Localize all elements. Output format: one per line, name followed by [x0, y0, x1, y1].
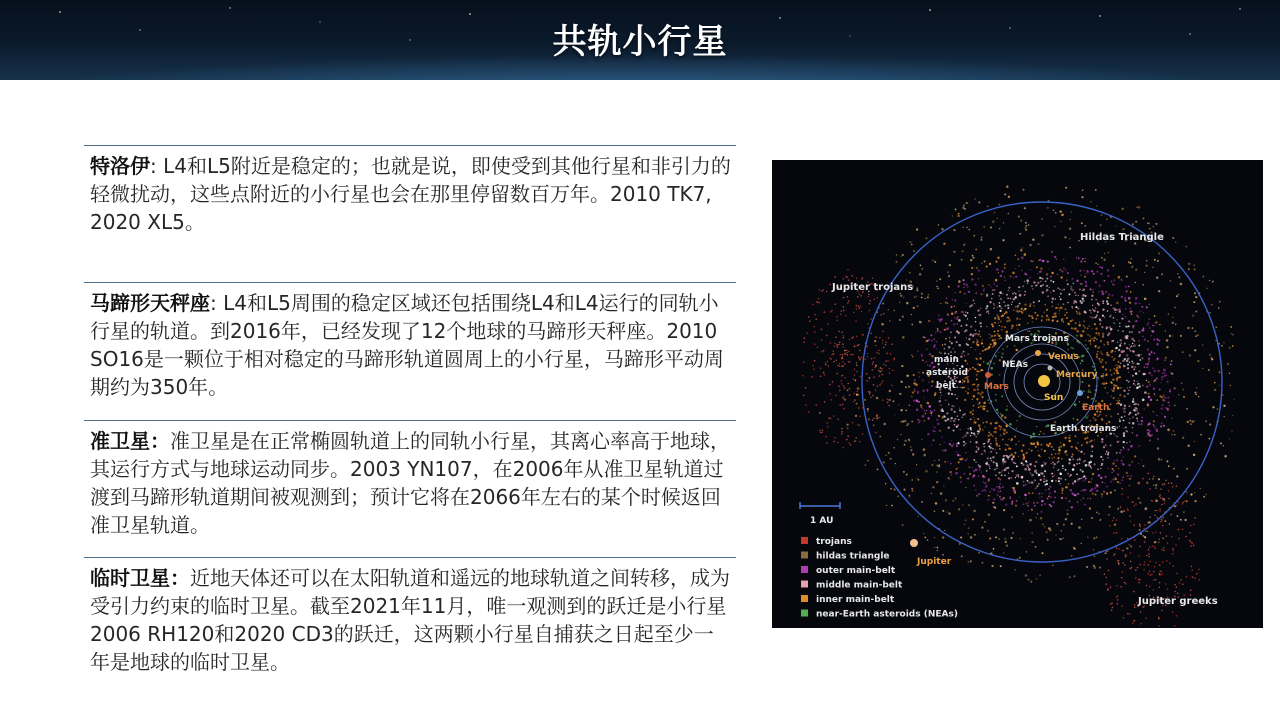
- legend-label: inner main-belt: [816, 595, 895, 605]
- legend-swatch: [801, 581, 808, 588]
- earth-marker: [1077, 390, 1083, 396]
- label-mercury: Mercury: [1056, 370, 1098, 380]
- section-quasi-satellite: [84, 420, 736, 539]
- legend-swatch: [801, 537, 808, 544]
- legend-label: trojans: [816, 537, 852, 547]
- legend-swatch: [801, 610, 808, 617]
- legend-label: outer main-belt: [816, 566, 896, 576]
- mars-marker: [985, 372, 991, 378]
- label-main-belt-line2: asteroid: [926, 368, 968, 378]
- section-text: L4和L5周围的稳定区域还包括围绕L4和L4运行的同轨小行星的轨道。到2016年，已经发现了12个地球的马蹄形天秤座。2010 SO16是一颗位于相对稳定的马蹄形轨道圆周上的小行星，马蹄形平动周期约为350年。: [90, 291, 724, 399]
- legend-swatch: [801, 595, 808, 602]
- legend-label: near-Earth asteroids (NEAs): [816, 609, 958, 620]
- section-text: 近地天体还可以在太阳轨道和遥远的地球轨道之间转移，成为受引力约束的临时卫星。截至2021年11月，唯一观测到的跃迁是小行星2006 RH120和2020 CD3的跃迁，这两颗小行星自捕获之日起至少一年是地球的临时卫星。: [90, 566, 730, 674]
- label-main-belt-line1: main: [934, 355, 959, 365]
- mercury-marker: [1048, 366, 1053, 371]
- section-term: 马蹄形天秤座: [90, 291, 210, 315]
- legend-label: middle main-belt: [816, 580, 903, 591]
- label-earth-trojans: Earth trojans: [1050, 424, 1117, 434]
- label-sun: Sun: [1044, 393, 1064, 403]
- label-neas: NEAs: [1002, 360, 1029, 370]
- scale-bar: [800, 502, 840, 526]
- section-trojans: [84, 145, 736, 236]
- asteroid-orbit-diagram: [772, 160, 1263, 628]
- section-separator: :: [210, 291, 217, 315]
- section-temporary-satellite: [84, 557, 736, 676]
- section-text: 准卫星是在正常椭圆轨道上的同轨小行星，其离心率高于地球，其运行方式与地球运动同步。2003 YN107，在2006年从准卫星轨道过渡到马蹄形轨道期间被观测到；预计它将在2066年左右的某个时候返回准卫星轨道。: [90, 429, 730, 537]
- legend-label: hildas triangle: [816, 551, 890, 562]
- section-horseshoe: [84, 282, 736, 401]
- label-jupiter-trojans: Jupiter trojans: [832, 282, 914, 293]
- label-hildas: Hildas Triangle: [1080, 232, 1164, 243]
- label-mars: Mars: [984, 382, 1009, 392]
- jupiter-marker: [910, 539, 918, 547]
- label-earth: Earth: [1082, 403, 1110, 413]
- asteroid-orbit-figure: [772, 160, 1263, 628]
- page-title: 共轨小行星: [552, 22, 728, 62]
- section-term: 临时卫星：: [90, 566, 190, 590]
- section-text: L4和L5附近是稳定的；也就是说，即使受到其他行星和非引力的轻微扰动，这些点附近的小行星也会在那里停留数百万年。2010 TK7, 2020 XL5。: [90, 154, 731, 234]
- title-banner: [0, 0, 1280, 80]
- label-jupiter: Jupiter: [917, 557, 952, 567]
- label-venus: Venus: [1048, 352, 1079, 362]
- section-term: 准卫星：: [90, 429, 170, 453]
- legend-swatch: [801, 566, 808, 573]
- section-separator: :: [150, 154, 157, 178]
- label-jupiter-greeks: Jupiter greeks: [1138, 596, 1218, 607]
- scale-label: 1 AU: [810, 516, 834, 526]
- section-term: 特洛伊: [90, 154, 150, 178]
- legend-swatch: [801, 552, 808, 559]
- label-mars-trojans: Mars trojans: [1005, 334, 1069, 344]
- sun-marker: [1038, 375, 1050, 387]
- legend: [801, 537, 958, 620]
- label-main-belt-line3: belt: [936, 381, 956, 391]
- venus-marker: [1035, 350, 1041, 356]
